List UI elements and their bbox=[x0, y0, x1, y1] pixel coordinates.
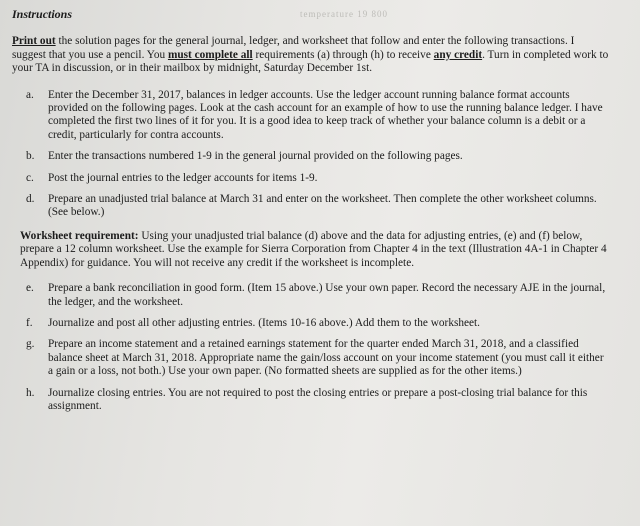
list-item bbox=[12, 282, 628, 309]
list-item bbox=[12, 317, 628, 330]
page-title: Instructions bbox=[12, 7, 73, 21]
item-label: g. bbox=[26, 338, 35, 351]
intro-text-1: the solution pages for the general journal, ledger, and worksheet that follow and enter the following transactions. I suggest that you use a pencil. You bbox=[12, 35, 575, 61]
list-item bbox=[12, 387, 628, 414]
item-text: Prepare an unadjusted trial balance at March 31 and enter on the worksheet. Then complete the other worksheet columns. (See below.) bbox=[48, 193, 597, 219]
requirements-list-first bbox=[12, 89, 628, 220]
list-item bbox=[12, 89, 628, 143]
worksheet-text: Using your unadjusted trial balance (d) above and the data for adjusting entries, (e) and (f) below, prepare a 12 column worksheet. Use the example for Sierra Corporation from Chapter 4 in the text (Illustration 4A-1 in Chapter 4 Appendix) for guidance. You will not receive any credit if the worksheet is incomplete. bbox=[20, 229, 607, 269]
item-label: h. bbox=[26, 386, 35, 399]
list-item bbox=[12, 172, 628, 185]
item-label: e. bbox=[26, 282, 34, 295]
list-item bbox=[12, 150, 628, 163]
list-item bbox=[12, 338, 628, 378]
item-text: Journalize and post all other adjusting entries. (Items 10-16 above.) Add them to the worksheet. bbox=[48, 316, 481, 329]
item-label: f. bbox=[26, 316, 33, 329]
item-label: b. bbox=[26, 150, 35, 163]
item-text: Prepare an income statement and a retained earnings statement for the quarter ended March 31, 2018, and a classified balance sheet at March 31, 2018. Appropriate name the gain/loss account on your income statement (you must call it either a gain or a loss, not both.) Use your own paper. (No formatted sheets are supplied as for the other items.) bbox=[48, 338, 604, 378]
item-label: a. bbox=[26, 88, 34, 101]
list-item bbox=[12, 193, 628, 220]
requirements-list-second bbox=[12, 282, 628, 413]
worksheet-requirement bbox=[20, 230, 628, 270]
item-label: d. bbox=[26, 193, 35, 206]
item-text: Enter the transactions numbered 1-9 in the general journal provided on the following pages. bbox=[48, 150, 463, 163]
item-text: Prepare a bank reconciliation in good form. (Item 15 above.) Use your own paper. Record the necessary AJE in the journal, the ledger, and the worksheet. bbox=[48, 282, 606, 308]
intro-text-2: requirements (a) through (h) to receive bbox=[252, 48, 434, 61]
bleed-through-text: temperature 19 800 bbox=[300, 9, 388, 19]
intro-paragraph bbox=[12, 35, 628, 75]
item-label: c. bbox=[26, 171, 34, 184]
intro-emphasis-print: Print out bbox=[12, 35, 56, 48]
item-text: Journalize closing entries. You are not required to post the closing entries or prepare a post-closing trial balance for this assignment. bbox=[48, 386, 588, 412]
item-text: Post the journal entries to the ledger accounts for items 1-9. bbox=[48, 171, 318, 184]
worksheet-heading: Worksheet requirement: bbox=[20, 229, 139, 242]
intro-emphasis-credit: any credit bbox=[433, 48, 483, 61]
intro-text-3: . Turn in completed work to your TA in discussion, or in their mailbox by midnight, Saturday December 1st. bbox=[12, 48, 609, 75]
intro-emphasis-complete: must complete all bbox=[167, 48, 253, 61]
item-text: Enter the December 31, 2017, balances in ledger accounts. Use the ledger account running balance format accounts provided on the following pages. Look at the cash account for an example of how to use the running balance ledger. I have completed the first two lines of it for you. It is a good idea to keep track of whether your balance column is a debit or a credit, particularly for contra accounts. bbox=[48, 88, 603, 141]
